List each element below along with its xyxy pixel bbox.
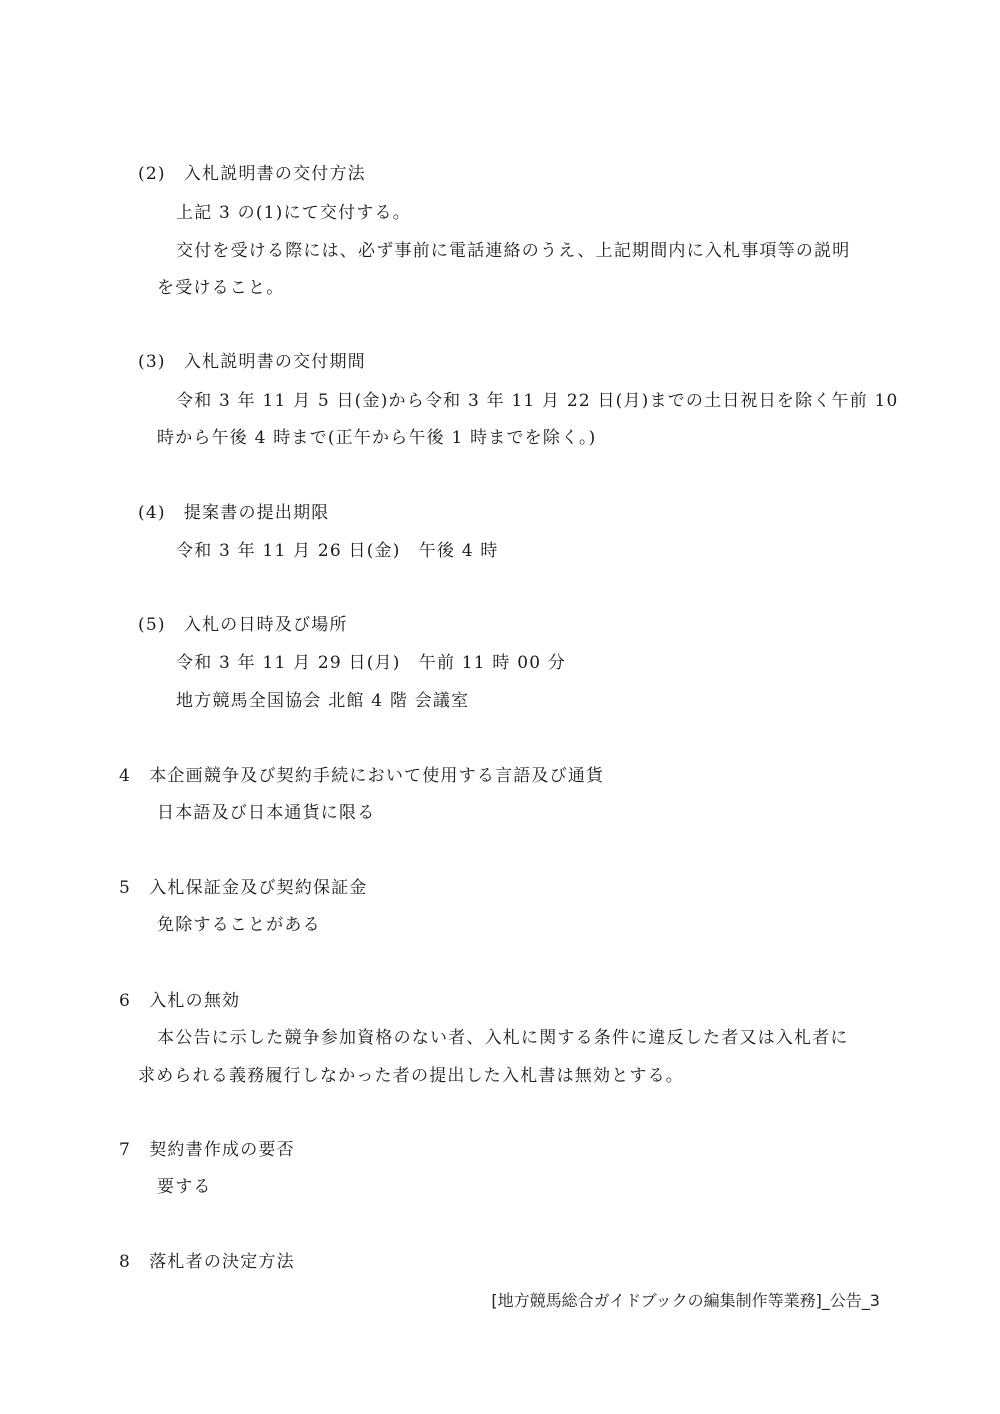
section-3-2-heading: (2) 入札説明書の交付方法 xyxy=(138,164,366,184)
section-6-text-1: 本公告に示した競争参加資格のない者、入札に関する条件に違反した者又は入札者に xyxy=(157,1028,849,1048)
section-3-4-heading: (4) 提案書の提出期限 xyxy=(138,503,330,523)
section-3-3-text-1: 令和 3 年 11 月 5 日(金)から令和 3 年 11 月 22 日(月)までの土日祝日を除く午前 10 xyxy=(176,391,899,411)
section-7-text-1: 要する xyxy=(157,1177,212,1197)
section-3-3-text-2: 時から午後 4 時まで(正午から午後 1 時までを除く。) xyxy=(157,428,597,448)
section-7-heading: 7 契約書作成の要否 xyxy=(119,1140,295,1160)
section-8-heading: 8 落札者の決定方法 xyxy=(119,1252,295,1272)
section-4-heading: 4 本企画競争及び契約手続において使用する言語及び通貨 xyxy=(119,766,605,786)
section-3-2-text-3: を受けること。 xyxy=(157,278,285,298)
page-footer: [地方競馬総合ガイドブックの編集制作等業務]_公告_3 xyxy=(491,1291,880,1310)
section-3-4-text-1: 令和 3 年 11 月 26 日(金) 午後 4 時 xyxy=(176,541,499,561)
section-5-text-1: 免除することがある xyxy=(157,915,321,935)
section-6-heading: 6 入札の無効 xyxy=(119,991,241,1011)
section-3-2-text-2: 交付を受ける際には、必ず事前に電話連絡のうえ、上記期間内に入札事項等の説明 xyxy=(176,241,851,261)
section-3-5-text-2: 地方競馬全国協会 北館 4 階 会議室 xyxy=(176,691,470,711)
section-6-text-2: 求められる義務履行しなかった者の提出した入札書は無効とする。 xyxy=(138,1066,684,1086)
section-3-3-heading: (3) 入札説明書の交付期間 xyxy=(138,352,366,372)
section-5-heading: 5 入札保証金及び契約保証金 xyxy=(119,878,368,898)
section-3-5-heading: (5) 入札の日時及び場所 xyxy=(138,615,348,635)
section-3-5-text-1: 令和 3 年 11 月 29 日(月) 午前 11 時 00 分 xyxy=(176,653,567,673)
section-4-text-1: 日本語及び日本通貨に限る xyxy=(157,803,376,823)
section-3-2-text-1: 上記 3 の(1)にて交付する。 xyxy=(176,203,411,223)
